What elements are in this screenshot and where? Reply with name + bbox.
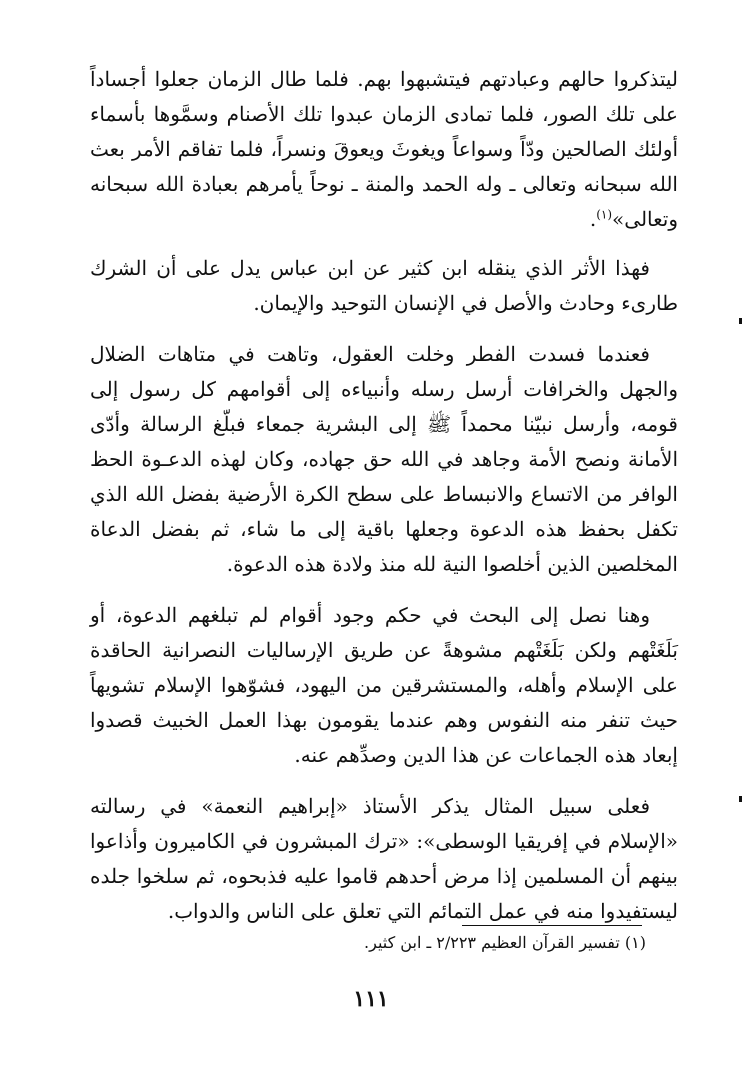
page-number: ١١١ <box>353 986 389 1012</box>
paragraph-5: فعلى سبيل المثال يذكر الأستاذ «إبراهيم النعمة» في رسالته «الإسلام في إفريقيا الوسطى»: «ترك المبشرون في الكاميرون وأذاعوا بينهم أن المسلمين إذا مرض أحدهم قاموا عليه فذبحوه، ثم سلخوا جلده ليستفيدوا منه في عمل التمائم التي تعلق على الناس والدواب. <box>90 794 678 923</box>
page-body <box>90 62 678 945</box>
paragraph-1-text: ليتذكروا حالهم وعبادتهم فيتشبهوا بهم. فلما طال الزمان جعلوا أجساداً على تلك الصور، فلما تمادى الزمان عبدوا تلك الأصنام وسمَّوها بأسماء أولئك الصالحين ودّاً وسواعاً ويغوثَ ويعوقَ ونسراً، فلما تفاقم الأمر بعث الله سبحانه وتعالى ـ وله الحمد والمنة ـ نوحاً يأمرهم بعبادة الله سبحانه وتعالى» <box>90 67 678 231</box>
footnote-divider <box>462 925 642 926</box>
paragraph-2: فهذا الأثر الذي ينقله ابن كثير عن ابن عباس يدل على أن الشرك طارىء وحادث والأصل في الإنسان التوحيد والإيمان. <box>90 256 678 315</box>
paragraph-1: ليتذكروا حالهم وعبادتهم فيتشبهوا بهم. فلما طال الزمان جعلوا أجساداً على تلك الصور، فلما تمادى الزمان عبدوا تلك الأصنام وسمَّوها بأسماء أولئك الصالحين ودّاً وسواعاً ويغوثَ ويعوقَ ونسراً، فلما تفاقم الأمر بعث الله سبحانه وتعالى ـ وله الحمد والمنة ـ نوحاً يأمرهم بعبادة الله سبحانه وتعالى»$^{(١)}$. <box>90 67 678 231</box>
paragraph-3: فعندما فسدت الفطر وخلت العقول، وتاهت في متاهات الضلال والجهل والخرافات أرسل رسله وأنبياءه إلى أقوامهم كل رسول إلى قومه، وأرسل نبيّنا محمداً ﷺ إلى البشرية جمعاء فبلّغ الرسالة وأدّى الأمانة ونصح الأمة وجاهد في الله حق جهاده، وكان لهذه الدعـوة الحظ الوافر من الاتساع والانبساط على سطح الكرة الأرضية بفضل الله الذي تكفل بحفظ هذه الدعوة وجعلها باقية إلى ما شاء، ثم بفضل الدعاة المخلصين الذين أخلصوا النية لله منذ ولادة هذه الدعوة. <box>90 342 678 576</box>
paragraph-4: وهنا نصل إلى البحث في حكم وجود أقوام لم تبلغهم الدعوة، أو بَلَغَتْهم ولكن بَلَغَتْهم مشوهةً عن طريق الإرساليات النصرانية الحاقدة على الإسلام وأهله، والمستشرقين من اليهود، فشوّهوا الإسلام تشويهاً حيث تنفر منه النفوس وهم عندما يقومون بهذا العمل الخبيث قصدوا إبعاد هذه الجماعات عن هذا الدين وصدِّهم عنه. <box>90 603 678 767</box>
footnote-reference: (١) <box>596 207 613 222</box>
footnote: (١) تفسير القرآن العظيم ٢/٢٢٣ ـ ابن كثير. <box>364 933 646 952</box>
